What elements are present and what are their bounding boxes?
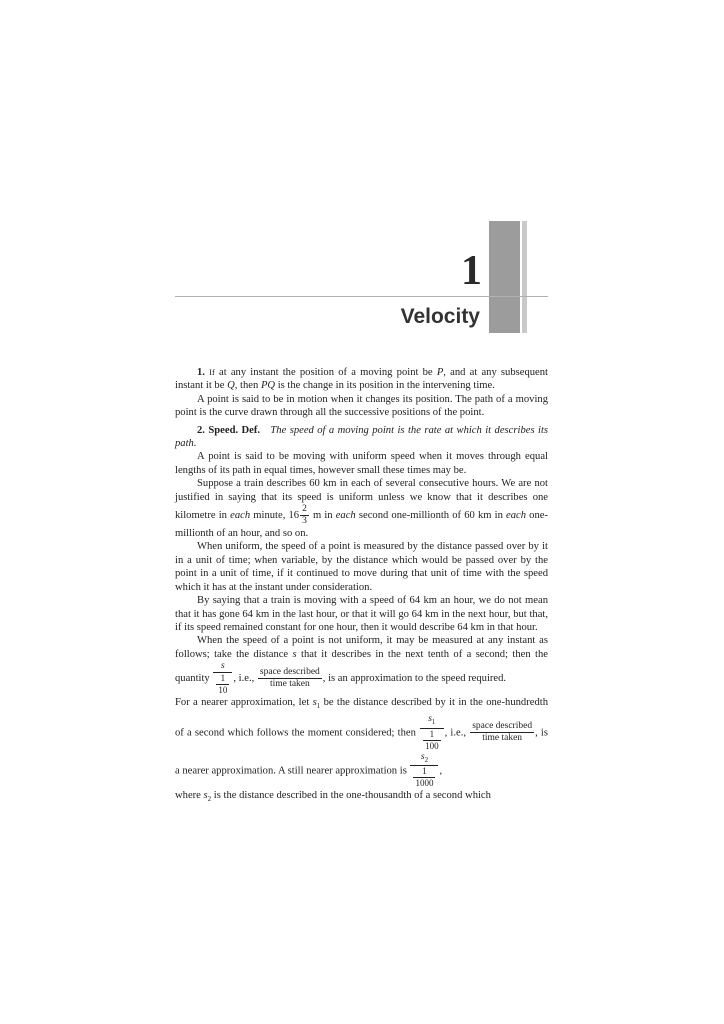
- paragraph-2: A point is said to be in motion when it changes its position. The path of a moving point is the curve drawn through all the successive positions of the point.: [175, 393, 548, 419]
- paragraph-7: By saying that a train is moving with a speed of 64 km an hour, we do not mean that it has gone 64 km in the last hour, or that it will go 64 km in the next hour, but that, if its speed remained constant for one hour, then it would describe 64 km in that hour.: [175, 595, 548, 633]
- chapter-title: Velocity: [400, 305, 480, 328]
- fraction-s-over-tenth: $\frac{s}{\frac{1}{10}}$: [213, 661, 232, 696]
- section-number: 1.: [197, 367, 205, 378]
- fraction-space-over-time: $\frac{\text{space described}}{\text{time taken}}$: [472, 721, 533, 744]
- fraction-two-thirds: $\frac{2}{3}$: [302, 504, 307, 527]
- paragraph-6: When uniform, the speed of a point is measured by the distance passed over by it in a unit of time; when variable, by the distance which would be passed over by the point in a unit of time, if it continued to move during that unit of time with the speed which it has at the instant under consideration.: [175, 541, 548, 593]
- paragraph-4: A point is said to be moving with uniform speed when it moves through equal lengths of its path in equal times, however small these times may be.: [175, 451, 548, 476]
- chapter-tab-edge: [522, 221, 527, 333]
- chapter-divider: [175, 296, 548, 297]
- paragraph-8: When the speed of a point is not uniform, it may be measured at any instant as follows; take the distance s that it describes in the next tenth of a second; then the quantity $\frac{s}{\frac{1}{10}}$ , i.e., $\frac{\text{space described}}{\text{time taken}}$ , is an approximation to the speed required.: [175, 635, 548, 696]
- paragraph-1: 1. If at any instant the position of a moving point be P, and at any subsequent instant it be Q, then PQ is the change in its position in the intervening time.: [175, 367, 549, 392]
- paragraph-5: Suppose a train describes 60 km in each of several consecutive hours. We are not justified in saying that its speed is uniform unless we know that it describes one kilometre in each minute, 16 $\frac{2}{3}$ m in each second one-millionth of 60 km in each one-millionth of an hour, and so on.: [175, 478, 548, 540]
- section-heading: 2. Speed. Def.: [197, 424, 261, 436]
- fraction-s2-over-thousandth: $\frac{s_2}{\frac{1}{1000}}$: [410, 752, 438, 790]
- chapter-number: 1: [461, 248, 482, 294]
- fraction-space-over-time: $\frac{\text{space described}}{\text{time taken}}$: [259, 667, 320, 690]
- paragraph-3-definition: 2. Speed. Def. The speed of a moving point is the rate at which it describes its path.: [175, 424, 549, 450]
- body-text: [175, 366, 548, 807]
- paragraph-10: where $s_2$ is the distance described in the one-thousandth of a second which: [175, 790, 491, 804]
- paragraph-9: For a nearer approximation, let $s_1$ be the distance described by it in the one-hundredth of a second which follows the moment considered; then $\frac{s_1}{\frac{1}{100}}$ , i.e., $\frac{\text{space described}}{\text{time taken}}$ , is a nearer approximation. A still nearer approximation is $\frac{s_2}{\frac{1}{1000}}$ ,: [175, 697, 548, 789]
- chapter-tab-marker: [489, 221, 520, 333]
- fraction-s1-over-hundredth: $\frac{s_1}{\frac{1}{100}}$: [420, 714, 444, 752]
- small-caps-lead: If: [209, 367, 215, 377]
